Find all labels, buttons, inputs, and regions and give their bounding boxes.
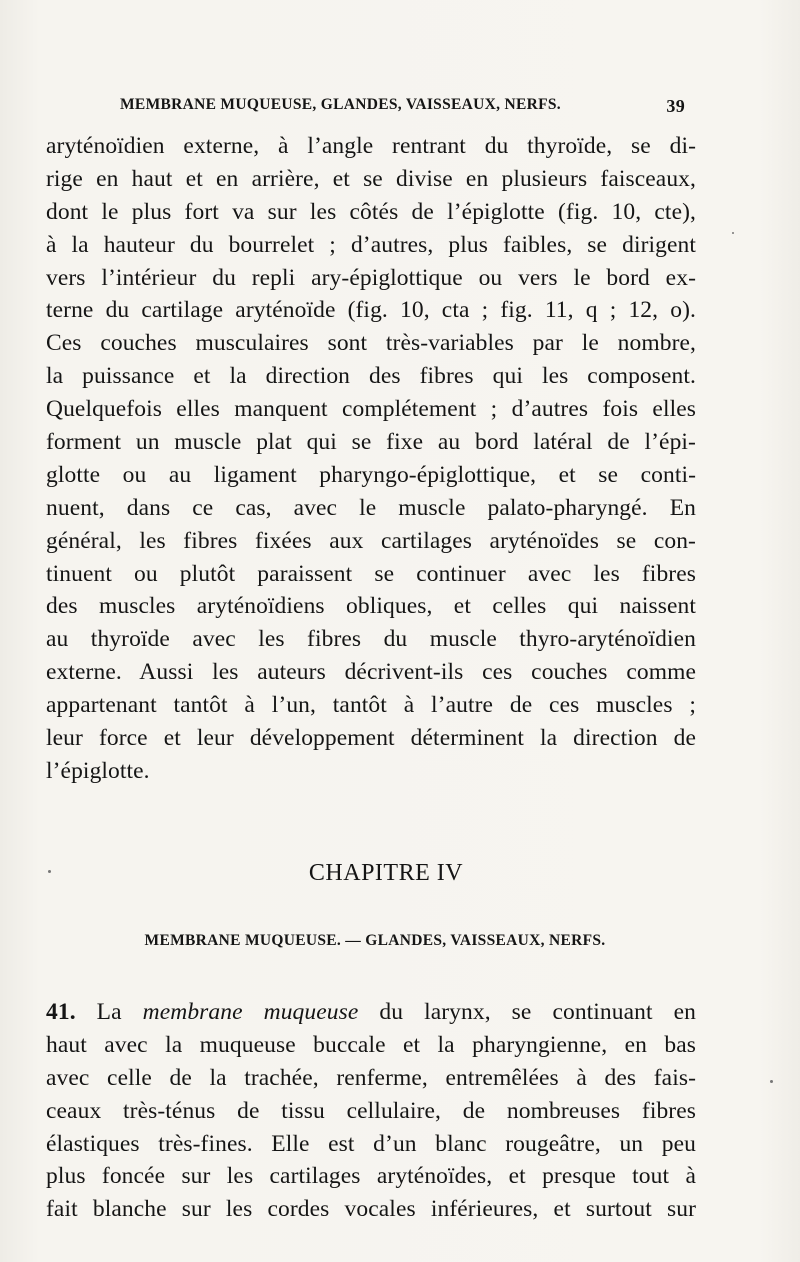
text-line: fait blanche sur les cordes vocales inférieures, et surtout sur [46,1196,696,1223]
running-head [120,96,685,120]
text-line: nuent, dans ce cas, avec le muscle palato-pharyngé. En [46,494,696,521]
text-line: l’épiglotte. [46,757,150,784]
text-line: à la hauteur du bourrelet ; d’autres, plus faibles, se dirigent [46,231,696,258]
text-line: élastiques très-fines. Elle est d’un blanc rougeâtre, un peu [46,1130,696,1157]
text-line: la puissance et la direction des fibres qui les composent. [46,363,696,390]
text-line: au thyroïde avec les fibres du muscle thyro-aryténoïdien [46,626,696,653]
text-line: Quelquefois elles manquent complétement ; d’autres fois elles [46,396,696,423]
chapter-title-text: CHAPITRE IV [308,860,464,886]
ink-speck [48,870,51,873]
text-line: terne du cartilage aryténoïde (fig. 10, cta ; fig. 11, q ; 12, o). [46,297,696,324]
running-head-title: MEMBRANE MUQUEUSE, GLANDES, VAISSEAUX, NERFS. [120,96,561,113]
text-line: général, les fibres fixées aux cartilages aryténoïdes se con- [46,527,696,554]
chapter-subtitle-text: MEMBRANE MUQUEUSE. — GLANDES, VAISSEAUX, NERFS. [144,932,606,949]
ink-speck [770,1080,773,1083]
ink-speck [732,232,734,234]
text-line: rige en haut et en arrière, et se divise en plusieurs faisceaux, [46,165,696,192]
text-line: dont le plus fort va sur les côtés de l’épiglotte (fig. 10, cte), [46,198,696,225]
text-line: avec celle de la trachée, renferme, entremêlées à des fais- [46,1064,696,1091]
text-line: vers l’intérieur du repli ary-épiglottique ou vers le bord ex- [46,264,696,291]
chapter-subtitle [0,932,800,950]
paragraph-41 [46,996,696,1226]
text-line: aryténoïdien externe, à l’angle rentrant du thyroïde, se di- [46,133,696,159]
text-fragment: La [75,999,143,1025]
text-line: Ces couches musculaires sont très-variables par le nombre, [46,330,696,357]
paragraph-number: 41. [46,999,76,1025]
text-line: plus foncée sur les cartilages aryténoïdes, et presque tout à [46,1163,696,1190]
text-line: haut avec la muqueuse buccale et la pharyngienne, en bas [46,1031,696,1058]
text-line: appartenant tantôt à l’un, tantôt à l’autre de ces muscles ; [46,692,696,719]
text-line [46,996,696,1029]
chapter-title [0,860,800,887]
text-line: leur force et leur développement déterminent la direction de [46,725,696,752]
text-line: des muscles aryténoïdiens obliques, et celles qui naissent [46,593,696,620]
text-line: tinuent ou plutôt paraissent se continuer avec les fibres [46,560,696,587]
text-line: externe. Aussi les auteurs décrivent-ils ces couches comme [46,659,696,686]
paragraph-continuation [46,130,696,788]
italic-term: membrane muqueuse [142,999,359,1025]
text-line: forment un muscle plat qui se fixe au bord latéral de l’épi- [46,429,696,456]
page-number: 39 [666,96,685,116]
text-line: ceaux très-ténus de tissu cellulaire, de nombreuses fibres [46,1097,696,1124]
text-line: glotte ou au ligament pharyngo-épiglottique, et se conti- [46,461,696,488]
text-fragment: du larynx, se continuant en [358,999,696,1025]
